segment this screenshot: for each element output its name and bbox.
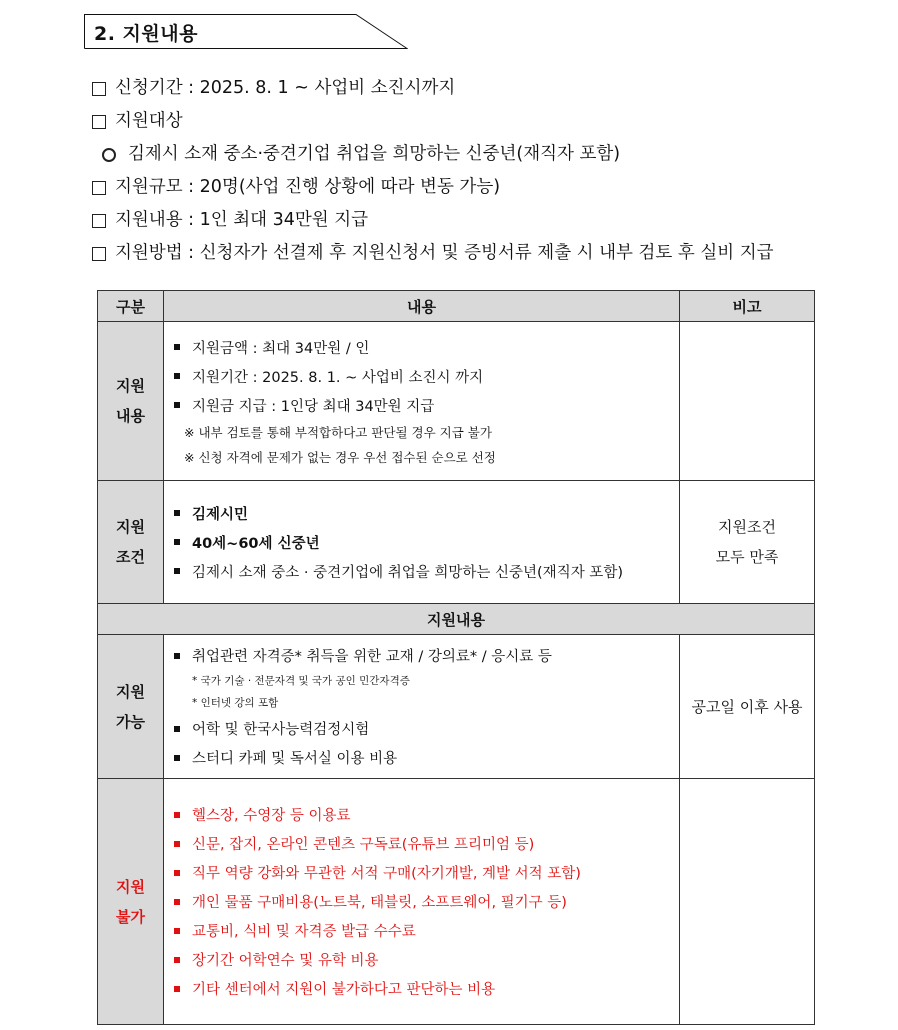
category-text: 불가 [116, 907, 145, 926]
checkbox-icon [92, 82, 106, 96]
checkbox-icon [92, 115, 106, 129]
bullet-item [174, 391, 673, 420]
bullet-item [174, 528, 673, 557]
table-subheader-row [98, 604, 815, 635]
intro-text: 지원규모 : 20명(사업 진행 상황에 따라 변동 가능) [115, 177, 501, 197]
category-cell [98, 322, 164, 481]
bullet-item [174, 362, 673, 391]
remark-cell: 공고일 이후 사용 [680, 635, 815, 779]
square-bullet-icon [174, 344, 180, 350]
category-text: 지원 [116, 877, 145, 896]
category-text: 가능 [116, 712, 145, 731]
bullet-text: 취업관련 자격증* 취득을 위한 교재 / 강의료* / 응시료 등 [192, 649, 552, 665]
bullet-item [174, 887, 673, 916]
table-header-row [98, 291, 815, 322]
header-category: 구분 [98, 291, 164, 322]
square-bullet-icon [174, 402, 180, 408]
bullet-item [174, 499, 673, 528]
table-row-conditions [98, 481, 815, 604]
square-bullet-icon [174, 510, 180, 516]
table-row-possible [98, 635, 815, 779]
remark-cell [680, 779, 815, 1025]
bullet-text: 지원금 지급 : 1인당 최대 34만원 지급 [192, 398, 435, 415]
square-bullet-icon [174, 957, 180, 963]
content-cell [164, 322, 680, 481]
bullet-item [174, 829, 673, 858]
remark-text: 지원조건 [718, 518, 776, 536]
remark-cell [680, 481, 815, 604]
category-text: 내용 [116, 407, 145, 425]
category-cell [98, 779, 164, 1025]
bullet-text: 지원기간 : 2025. 8. 1. ~ 사업비 소진시 까지 [192, 369, 484, 386]
section-header [84, 14, 406, 48]
square-bullet-icon [174, 870, 180, 876]
content-cell [164, 635, 680, 779]
sub-note: * 인터넷 강의 포함 [192, 697, 279, 709]
square-bullet-icon [174, 899, 180, 905]
table-row-impossible [98, 779, 815, 1025]
square-bullet-icon [174, 812, 180, 818]
bullet-item [174, 743, 673, 772]
remark-text: 모두 만족 [715, 548, 779, 566]
bullet-text: 신문, 잡지, 온라인 콘텐츠 구독료(유튜브 프리미엄 등) [192, 837, 535, 853]
subheader-cell: 지원내용 [98, 604, 815, 635]
intro-line [92, 237, 852, 270]
intro-line [92, 171, 852, 204]
content-cell [164, 481, 680, 604]
category-cell [98, 481, 164, 604]
intro-line [92, 138, 852, 171]
square-bullet-icon [174, 539, 180, 545]
bullet-text: 스터디 카페 및 독서실 이용 비용 [192, 751, 398, 767]
header-remark: 비고 [680, 291, 815, 322]
intro-line [92, 72, 852, 105]
square-bullet-icon [174, 755, 180, 761]
bullet-text: 기타 센터에서 지원이 불가하다고 판단하는 비용 [192, 982, 496, 998]
support-table [97, 290, 815, 1025]
bullet-text: 개인 물품 구매비용(노트북, 태블릿, 소프트웨어, 필기구 등) [192, 895, 567, 911]
bullet-item [174, 800, 673, 829]
square-bullet-icon [174, 568, 180, 574]
bullet-item [174, 333, 673, 362]
bullet-text: 김제시 소재 중소 · 중견기업에 취업을 희망하는 신중년(재직자 포함) [192, 564, 623, 581]
bullet-item [174, 858, 673, 887]
category-cell [98, 635, 164, 779]
remark-cell [680, 322, 815, 481]
bullet-item [174, 974, 673, 1003]
sub-note: * 국가 기술 · 전문자격 및 국가 공인 민간자격증 [192, 675, 410, 687]
category-text: 지원 [116, 377, 145, 395]
square-bullet-icon [174, 726, 180, 732]
intro-text: 지원내용 : 1인 최대 34만원 지급 [115, 210, 369, 230]
category-text: 조건 [116, 548, 145, 566]
content-cell [164, 779, 680, 1025]
bullet-item [174, 557, 673, 586]
bullet-text: 지원금액 : 최대 34만원 / 인 [192, 340, 370, 357]
bullet-text: 장기간 어학연수 및 유학 비용 [192, 953, 379, 969]
square-bullet-icon [174, 373, 180, 379]
checkbox-icon [92, 214, 106, 228]
checkbox-icon [92, 247, 106, 261]
square-bullet-icon [174, 928, 180, 934]
intro-line [92, 105, 852, 138]
intro-list [92, 72, 852, 270]
bullet-item [174, 714, 673, 743]
square-bullet-icon [174, 653, 180, 659]
bullet-text: 헬스장, 수영장 등 이용료 [192, 808, 351, 824]
intro-text: 지원대상 [115, 111, 183, 131]
square-bullet-icon [174, 986, 180, 992]
category-text: 지원 [116, 518, 145, 536]
square-bullet-icon [174, 841, 180, 847]
checkbox-icon [92, 181, 106, 195]
intro-text: 신청기간 : 2025. 8. 1 ~ 사업비 소진시까지 [115, 78, 456, 98]
bullet-text: 직무 역량 강화와 무관한 서적 구매(자기개발, 계발 서적 포함) [192, 866, 581, 882]
intro-line [92, 204, 852, 237]
table-row-support-content [98, 322, 815, 481]
header-content: 내용 [164, 291, 680, 322]
bullet-text: 40세~60세 신중년 [192, 535, 320, 552]
section-title: 2. 지원내용 [94, 23, 198, 45]
note-text: ※ 신청 자격에 문제가 없는 경우 우선 접수된 순으로 선정 [184, 449, 496, 465]
intro-text: 지원방법 : 신청자가 선결제 후 지원신청서 및 증빙서류 제출 시 내부 검토 후 실비 지급 [115, 243, 774, 263]
bullet-text: 교통비, 식비 및 자격증 발급 수수료 [192, 924, 416, 940]
intro-text: 김제시 소재 중소·중견기업 취업을 희망하는 신중년(재직자 포함) [128, 144, 621, 164]
bullet-item [174, 641, 673, 670]
category-text: 지원 [116, 682, 145, 701]
bullet-text: 어학 및 한국사능력검정시험 [192, 722, 370, 738]
bullet-text: 김제시민 [192, 506, 249, 523]
bullet-item [174, 916, 673, 945]
circle-bullet-icon [102, 148, 116, 162]
note-text: ※ 내부 검토를 통해 부적합하다고 판단될 경우 지급 불가 [184, 424, 492, 440]
bullet-item [174, 945, 673, 974]
